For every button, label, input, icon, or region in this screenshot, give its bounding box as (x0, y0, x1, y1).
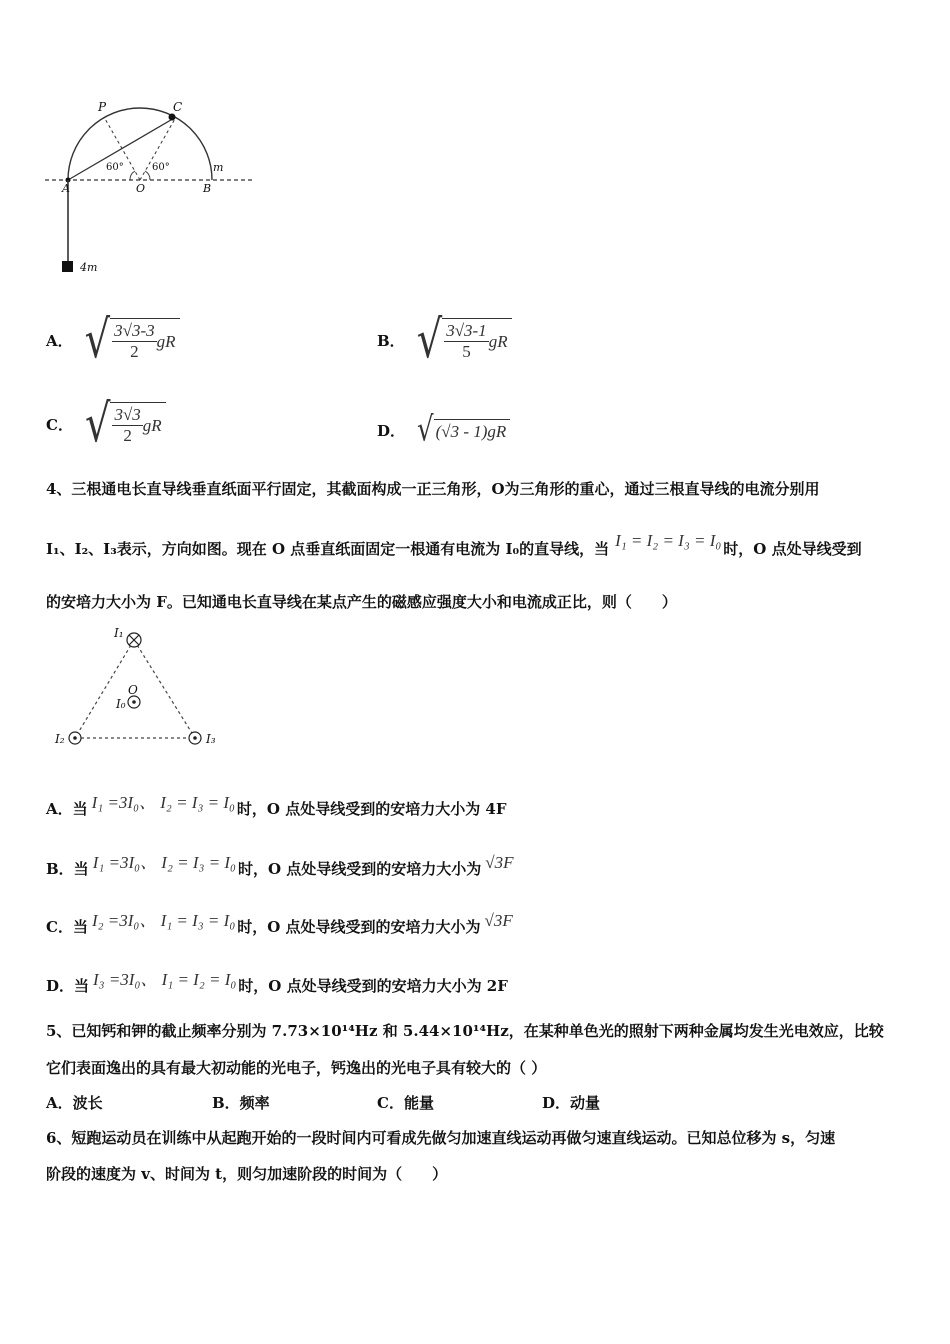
label-C: C (173, 100, 183, 114)
q4-option-b-tail: √3F (485, 852, 514, 872)
fig-label-I0: I₀ (116, 697, 126, 711)
option-d-label: D． (377, 421, 406, 440)
option-b-label: B． (377, 331, 405, 350)
q4-option-b-text: 时，O 点处导线受到的安培力大小为 (237, 860, 482, 878)
q4-line-3: 的安培力大小为 F。已知通电长直导线在某点产生的磁感应强度大小和电流成正比，则（ ） (46, 593, 677, 611)
label-m: m (213, 161, 224, 174)
q4-line-1: 4、三根通电长直导线垂直纸面平行固定，其截面构成一正三角形，O为三角形的重心，通过三根直导线的电流分别用 (46, 480, 820, 498)
option-d-expression: (√3 - 1)gR (434, 419, 511, 442)
q4-option-c[interactable] (46, 910, 513, 939)
q4-option-c-text: 时，O 点处导线受到的安培力大小为 (237, 918, 481, 936)
q5-option-a[interactable]: A．波长 (46, 1094, 103, 1112)
option-c-tail: gR (142, 415, 162, 435)
q4-option-c-math: I₂ =3I₀、 I₁ = I₃ = I₀ (91, 911, 236, 930)
fig-label-I2: I₂ (55, 732, 65, 746)
option-a-tail: gR (156, 331, 176, 351)
q3-option-b[interactable]: B． √ $\frac{3√3-1}{5}$ gR (377, 312, 512, 368)
q4-option-a-text: 时，O 点处导线受到的安培力大小为 4F (236, 800, 507, 818)
semicircle-figure (40, 95, 270, 285)
q4-line-2-b: 时，O 点处导线受到 (723, 540, 862, 558)
q4-option-d-math: I₃ =3I₀、 I₁ = I₂ = I₀ (93, 970, 237, 989)
option-a-denominator: 2 (130, 342, 139, 361)
fig-label-I3: I₃ (206, 732, 216, 746)
q4-option-c-tail: √3F (484, 910, 513, 930)
q4-line-2-a: I₁、I₂、I₃表示，方向如图。现在 O 点垂直纸面固定一根通有电流为 I₀的直导线，当 (46, 540, 610, 558)
option-a-numerator: 3√3-3 (114, 321, 155, 340)
label-B: B (203, 182, 212, 195)
q4-option-b-math: I₁ =3I₀、 I₂ = I₃ = I₀ (92, 853, 236, 872)
q5-option-c[interactable]: C．能量 (377, 1094, 434, 1112)
q4-option-b-label: B．当 (46, 860, 89, 878)
option-a-label: A． (46, 331, 73, 350)
q3-option-d[interactable]: D． √ (√3 - 1)gR (377, 410, 510, 450)
q5-option-b[interactable]: B．频率 (212, 1094, 270, 1112)
q3-option-a[interactable]: A． √ $\frac{3√3-3}{2}$ gR (46, 312, 180, 368)
option-c-numerator: 3√3 (114, 405, 141, 424)
q6-line-2: 阶段的速度为 v、时间为 t，则匀加速阶段的时间为（ ） (46, 1165, 448, 1183)
option-b-denominator: 5 (462, 342, 471, 361)
q4-option-d-text: 时，O 点处导线受到的安培力大小为 2F (238, 977, 508, 995)
label-O: O (136, 182, 146, 195)
q4-line-2 (46, 530, 862, 559)
q4-option-c-label: C．当 (46, 918, 88, 936)
q5-line-2: 它们表面逸出的具有最大初动能的光电子，钙逸出的光电子具有较大的（ ） (46, 1059, 547, 1077)
angle-right-label: 60° (152, 162, 170, 173)
q4-option-a-math: I₁ =3I₀、 I₂ = I₃ = I₀ (91, 793, 235, 812)
option-c-label: C． (46, 415, 73, 434)
option-b-numerator: 3√3-1 (446, 321, 487, 340)
q4-option-b[interactable] (46, 852, 514, 881)
label-A: A (62, 182, 70, 195)
label-4m: 4m (80, 261, 98, 274)
q4-option-d[interactable] (46, 970, 508, 998)
label-P: P (98, 100, 107, 114)
q5-option-d[interactable]: D．动量 (542, 1094, 601, 1112)
triangle-figure (50, 625, 230, 755)
q3-option-c[interactable]: C． √ $\frac{3√3}{2}$ gR (46, 396, 166, 452)
fig-label-I1: I₁ (114, 626, 124, 640)
option-c-denominator: 2 (123, 426, 132, 445)
fig-label-O: O (128, 683, 138, 697)
angle-left-label: 60° (106, 162, 124, 173)
q6-line-1: 6、短跑运动员在训练中从起跑开始的一段时间内可看成先做匀加速直线运动再做匀速直线运动。已知总位移为 s，匀速 (46, 1129, 836, 1147)
q5-line-1: 5、已知钙和钾的截止频率分别为 7.73×10¹⁴Hz 和 5.44×10¹⁴Hz，在某种单色光的照射下两种金属均发生光电效应，比较 (46, 1022, 884, 1040)
option-b-tail: gR (488, 331, 508, 351)
q4-option-d-label: D．当 (46, 977, 90, 995)
q4-option-a-label: A．当 (46, 800, 88, 818)
q4-option-a[interactable] (46, 793, 507, 821)
q4-line-2-math: I₁ = I₂ = I₃ = I₀ (615, 530, 722, 550)
